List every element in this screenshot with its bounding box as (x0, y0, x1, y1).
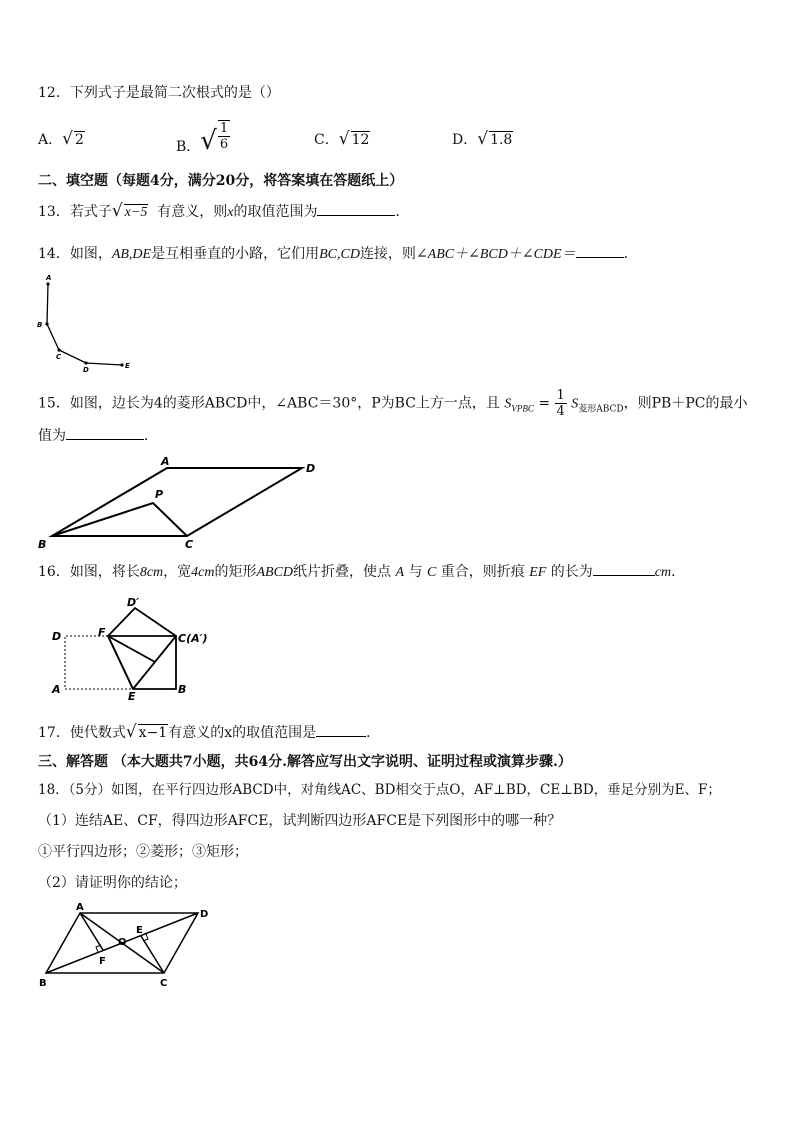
q13-prefix: 13．若式子 (38, 204, 112, 220)
label-d: D (200, 909, 209, 920)
radicand: 12 (351, 132, 370, 148)
segment-names: BC,CD (319, 247, 360, 262)
q16-text: 重合，则折痕 (440, 564, 525, 580)
fraction-numerator: 1 (219, 121, 229, 136)
label-b: B (178, 683, 187, 696)
label-c-a-prime: C(A′) (178, 632, 208, 645)
question-18-stem: 18．（5分）如图，在平行四边形ABCD中，对角线AC、BD相交于点O，AF⊥BD，CE⊥BD，垂足分别为E、F； (38, 782, 721, 798)
point-name: A (395, 565, 405, 580)
option-label: B． (176, 138, 201, 155)
unit: cm (654, 565, 672, 580)
q14-end: ． (623, 246, 638, 262)
answer-blank[interactable] (576, 256, 624, 258)
label-a: A (52, 683, 61, 696)
point-b (45, 322, 48, 325)
label-o: O (118, 937, 127, 948)
label-b: B (39, 978, 47, 989)
label-b: B (38, 538, 47, 551)
area-symbol: S (571, 396, 579, 412)
point-c (57, 348, 60, 351)
q15-line2-text: 值为 (38, 428, 66, 444)
segment-ce (141, 936, 164, 973)
q16-end: ． (671, 564, 686, 580)
fraction-denominator: 4 (556, 404, 565, 419)
question-15-line2 (38, 427, 158, 445)
label-f: F (99, 956, 106, 967)
answer-blank[interactable] (593, 574, 655, 576)
radical-sign: √ (200, 125, 217, 156)
answer-blank[interactable] (316, 735, 366, 737)
question-16 (38, 563, 685, 582)
label-c: C (185, 538, 194, 551)
section-3-heading: 三、解答题 （本大题共7小题，共64分.解答应写出文字说明、证明过程或演算步骤.） (38, 754, 572, 770)
label-e: E (136, 925, 143, 936)
folded-flap (108, 608, 176, 636)
option-label: C． (314, 132, 339, 148)
q15-text: 15．如图，边长为4的菱形ABCD中，∠ABC＝30°，P为BC上方一点，且 (38, 395, 500, 412)
radicand-fraction (218, 120, 230, 152)
label-b: B (37, 321, 43, 329)
question-18-choices: ①平行四边形；②菱形；③矩形； (38, 844, 248, 860)
label-e: E (125, 362, 130, 370)
q12-option-d (452, 130, 513, 149)
q18-figure (35, 900, 220, 995)
q16-prefix: 16．如图，将长 (38, 564, 140, 580)
angle-expression: ∠ABC＋∠BCD＋∠CDE＝ (415, 247, 576, 262)
question-13 (38, 202, 409, 222)
q16-figure (45, 592, 235, 702)
radical-sign: √ (62, 129, 73, 149)
label-d: D (306, 462, 316, 475)
equals-sign: = (538, 395, 551, 412)
question-14 (38, 245, 638, 264)
label-f: F (98, 626, 106, 639)
radical-sign: √ (477, 129, 489, 149)
question-17 (38, 723, 380, 742)
q12-option-c (314, 130, 370, 149)
radicand: 2 (74, 132, 84, 148)
fraction-numerator: 1 (556, 388, 565, 403)
label-d: D (83, 366, 89, 372)
q16-text: 纸片折叠，使点 (293, 564, 392, 580)
q14-prefix: 14．如图， (38, 246, 112, 262)
label-a: A (161, 455, 170, 468)
q15-end: ． (144, 428, 158, 444)
label-d: D (52, 630, 62, 643)
q13-middle: 有意义，则 (157, 204, 228, 220)
q13-end: ． (395, 204, 410, 220)
q12-option-b (176, 120, 230, 156)
option-label: A． (38, 132, 63, 148)
q17-end: ． (366, 725, 381, 741)
segment-af (80, 913, 103, 950)
label-a: A (76, 902, 84, 913)
q13-suffix: 的取值范围为 (233, 204, 318, 220)
q16-text: ，宽 (163, 564, 192, 580)
q16-text: 的长为 (550, 564, 593, 580)
radicand: x−5 (124, 205, 148, 220)
segment-fe (108, 636, 133, 689)
q14-middle: 是互相垂直的小路，它们用 (151, 246, 320, 262)
q16-text: 的矩形 (214, 564, 257, 580)
section-2-heading: 二、填空题（每题4分，满分20分，将答案填在答题纸上） (38, 173, 404, 189)
segment-names: AB,DE (111, 247, 152, 262)
question-18-part-1: （1）连结AE、CF，得四边形AFCE，试判断四边形AFCE是下列图形中的哪一种？ (38, 813, 562, 829)
segment-name: EF (529, 565, 547, 580)
rectangle-name: ABCD (256, 565, 294, 580)
variable: x (227, 205, 234, 220)
label-c: C (56, 353, 62, 361)
question-18-part-2: （2）请证明你的结论； (38, 875, 187, 891)
q12-option-a (38, 130, 85, 149)
fraction-denominator: 6 (219, 137, 229, 152)
segments-pb-pc (52, 503, 187, 536)
q14-figure (30, 272, 140, 372)
radicand: x−1 (138, 725, 168, 741)
radicand: 1.8 (490, 132, 513, 148)
radical-sign: √ (338, 129, 350, 149)
label-a: A (46, 274, 52, 282)
folded-shape (108, 636, 176, 689)
point-d (84, 361, 87, 364)
point-name: C (426, 565, 437, 580)
q14-mid2: 连接，则 (359, 246, 416, 262)
q15-line1-end: ，则PB＋PC的最小 (623, 395, 748, 412)
area-symbol: S (504, 396, 512, 412)
answer-blank[interactable] (66, 438, 144, 440)
length-value: 8cm (139, 565, 164, 580)
q17-prefix: 17．使代数式 (38, 725, 126, 741)
q17-suffix: 有意义的x的取值范围是 (168, 725, 317, 741)
label-p: P (155, 488, 164, 501)
label-c: C (160, 978, 168, 989)
q15-figure (30, 455, 330, 555)
radical-sign: √ (125, 722, 137, 742)
q16-text: 与 (408, 564, 423, 580)
point-e (120, 363, 123, 366)
question-15-line1 (38, 388, 747, 419)
area-subscript: 菱形ABCD (578, 404, 624, 415)
radical-sign: √ (111, 201, 123, 221)
point-a (46, 282, 49, 285)
answer-blank[interactable] (317, 214, 395, 216)
area-subscript: VPBC (511, 403, 534, 414)
width-value: 4cm (191, 565, 215, 580)
label-d-prime: D′ (127, 596, 140, 609)
question-12-stem: 12．下列式子是最简二次根式的是（） (38, 85, 280, 101)
label-e: E (128, 690, 136, 702)
option-label: D． (452, 132, 478, 148)
